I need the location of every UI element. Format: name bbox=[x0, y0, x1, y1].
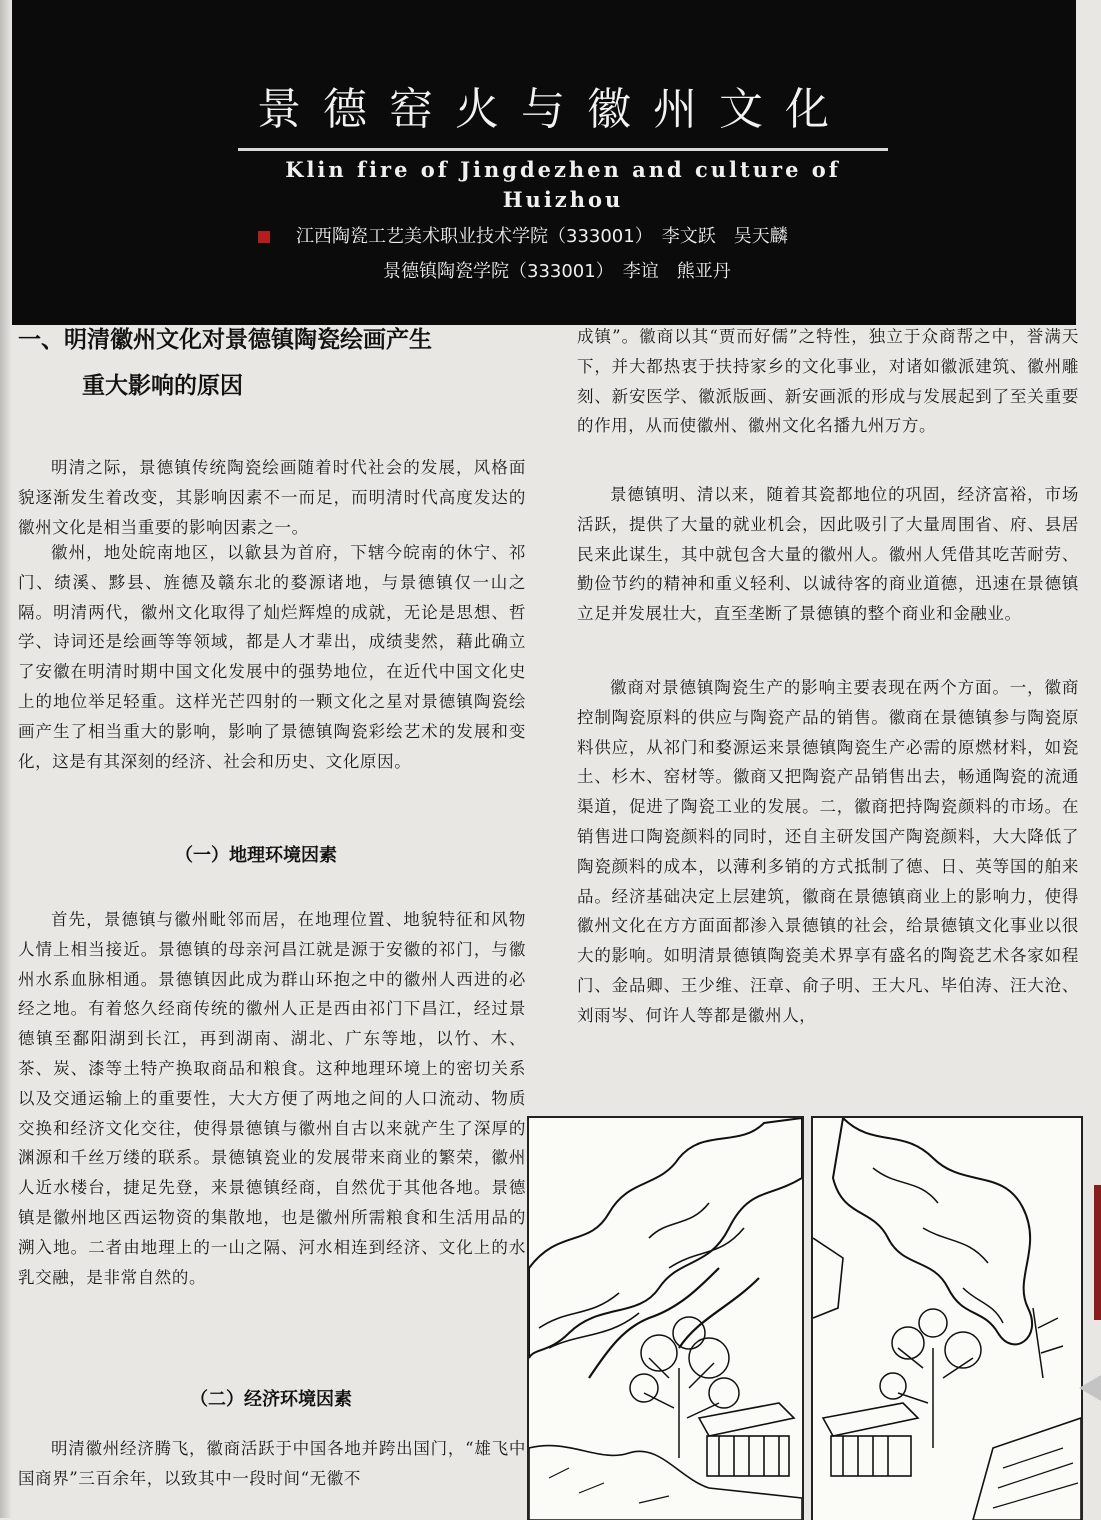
landscape-illustration-left bbox=[527, 1116, 804, 1520]
landscape-illustration-right bbox=[811, 1116, 1083, 1520]
ink-landscape-drawing bbox=[813, 1118, 1081, 1520]
body-paragraph: 景德镇明、清以来，随着其瓷都地位的巩固，经济富裕，市场活跃，提供了大量的就业机会，因此吸引了大量周围省、府、县居民来此谋生，其中就包含大量的徽州人。徽州人凭借其吃苦耐劳、勤俭节约的精神和重义轻利、以诚待客的商业道德，迅速在景德镇立足并发展壮大，直至垄断了景德镇的整个商业和金融业。 bbox=[577, 485, 1079, 624]
subsection-heading: （一）地理环境因素 bbox=[175, 845, 337, 866]
section-heading-continued: 重大影响的原因 bbox=[82, 373, 243, 399]
body-paragraph: 徽州，地处皖南地区，以歙县为首府，下辖今皖南的休宁、祁门、绩溪、黟县、旌德及赣东北的婺源诸地，与景德镇仅一山之隔。明清两代，徽州文化取得了灿烂辉煌的成就，无论是思想、哲学、诗词还是绘画等等领域，都是人才辈出，成绩斐然，藉此确立了安徽在明清时期中国文化发展中的强势地位，在近代中国文化史上的地位举足轻重。这样光芒四射的一颗文化之星对景德镇陶瓷绘画产生了相当重大的影响，影响了景德镇陶瓷彩绘艺术的发展和变化，这是有其深刻的经济、社会和历史、文化原因。 bbox=[18, 543, 526, 771]
author-affiliation-2: 景德镇陶瓷学院（333001） 李谊 熊亚丹 bbox=[383, 261, 731, 282]
article-title: 景德窑火与徽州文化 bbox=[257, 84, 851, 135]
body-paragraph: 徽商对景德镇陶瓷生产的影响主要表现在两个方面。一，徽商控制陶瓷原料的供应与陶瓷产品的销售。徽商在景德镇参与陶瓷原料供应，从祁门和婺源运来景德镇陶瓷生产必需的原燃材料，如瓷土、杉木、窑材等。徽商又把陶瓷产品销售出去，畅通陶瓷的流通渠道，促进了陶瓷工业的发展。二，徽商把持陶瓷颜料的市场。在销售进口陶瓷颜料的同时，还自主研发国产陶瓷颜料，大大降低了陶瓷颜料的成本，以薄利多销的方式抵制了德、日、英等国的舶来品。经济基础决定上层建筑，徽商在景德镇商业上的影响力，使得徽州文化在方方面面都渗入景德镇的社会，给景德镇文化事业以很大的影响。如明清景德镇陶瓷美术界享有盛名的陶瓷艺术各家如程门、金品卿、王少维、汪章、俞子明、王大凡、毕伯涛、汪大沧、刘雨岑、何许人等都是徽州人， bbox=[577, 678, 1079, 1025]
page-edge-tab bbox=[1094, 1185, 1101, 1320]
ink-landscape-drawing bbox=[529, 1118, 802, 1520]
red-square-bullet-icon bbox=[258, 231, 270, 243]
body-paragraph: 明清之际，景德镇传统陶瓷绘画随着时代社会的发展，风格面貌逐渐发生着改变，其影响因素不一而足，而明清时代高度发达的徽州文化是相当重要的影响因素之一。 bbox=[18, 458, 526, 537]
title-banner bbox=[12, 0, 1076, 325]
article-title-english: Klin fire of Jingdezhen and culture of Huizhou bbox=[285, 157, 841, 212]
page-edge-shadow bbox=[0, 0, 12, 1518]
body-paragraph: 明清徽州经济腾飞，徽商活跃于中国各地并跨出国门，“雄飞中国商界”三百余年，以致其中一段时间“无徽不 bbox=[18, 1439, 526, 1488]
author-affiliation-1: 江西陶瓷工艺美术职业技术学院（333001） 李文跃 吴天麟 bbox=[296, 226, 788, 247]
body-paragraph: 成镇”。徽商以其“贾而好儒”之特性，独立于众商帮之中，誉满天下，并大都热衷于扶持家乡的文化事业，对诸如徽派建筑、徽州雕刻、新安医学、徽派版画、新安画派的形成与发展起到了至关重要的作用，从而使徽州、徽州文化名播九州万方。 bbox=[577, 327, 1079, 436]
subsection-heading: （二）经济环境因素 bbox=[190, 1389, 352, 1410]
section-heading: 一、明清徽州文化对景德镇陶瓷绘画产生 bbox=[18, 327, 432, 353]
triangle-left-icon bbox=[1079, 1375, 1101, 1401]
body-paragraph: 首先，景德镇与徽州毗邻而居，在地理位置、地貌特征和风物人情上相当接近。景德镇的母亲河昌江就是源于安徽的祁门，与徽州水系血脉相通。景德镇因此成为群山环抱之中的徽州人西进的必经之地。有着悠久经商传统的徽州人正是西由祁门下昌江，经过景德镇至鄱阳湖到长江，再到湖南、湖北、广东等地，以竹、木、茶、炭、漆等土特产换取商品和粮食。这种地理环境上的密切关系以及交通运输上的重要性，大大方便了两地之间的人口流动、物质交换和经济文化交往，使得景德镇与徽州自古以来就产生了深厚的渊源和千丝万缕的联系。景德镇瓷业的发展带来商业的繁荣，徽州人近水楼台，捷足先登，来景德镇经商，自然优于其他各地。景德镇是徽州地区西运物资的集散地，也是徽州所需粮食和生活用品的溯入地。二者由地理上的一山之隔、河水相连到经济、文化上的水乳交融，是非常自然的。 bbox=[18, 910, 526, 1287]
title-divider bbox=[238, 148, 888, 151]
